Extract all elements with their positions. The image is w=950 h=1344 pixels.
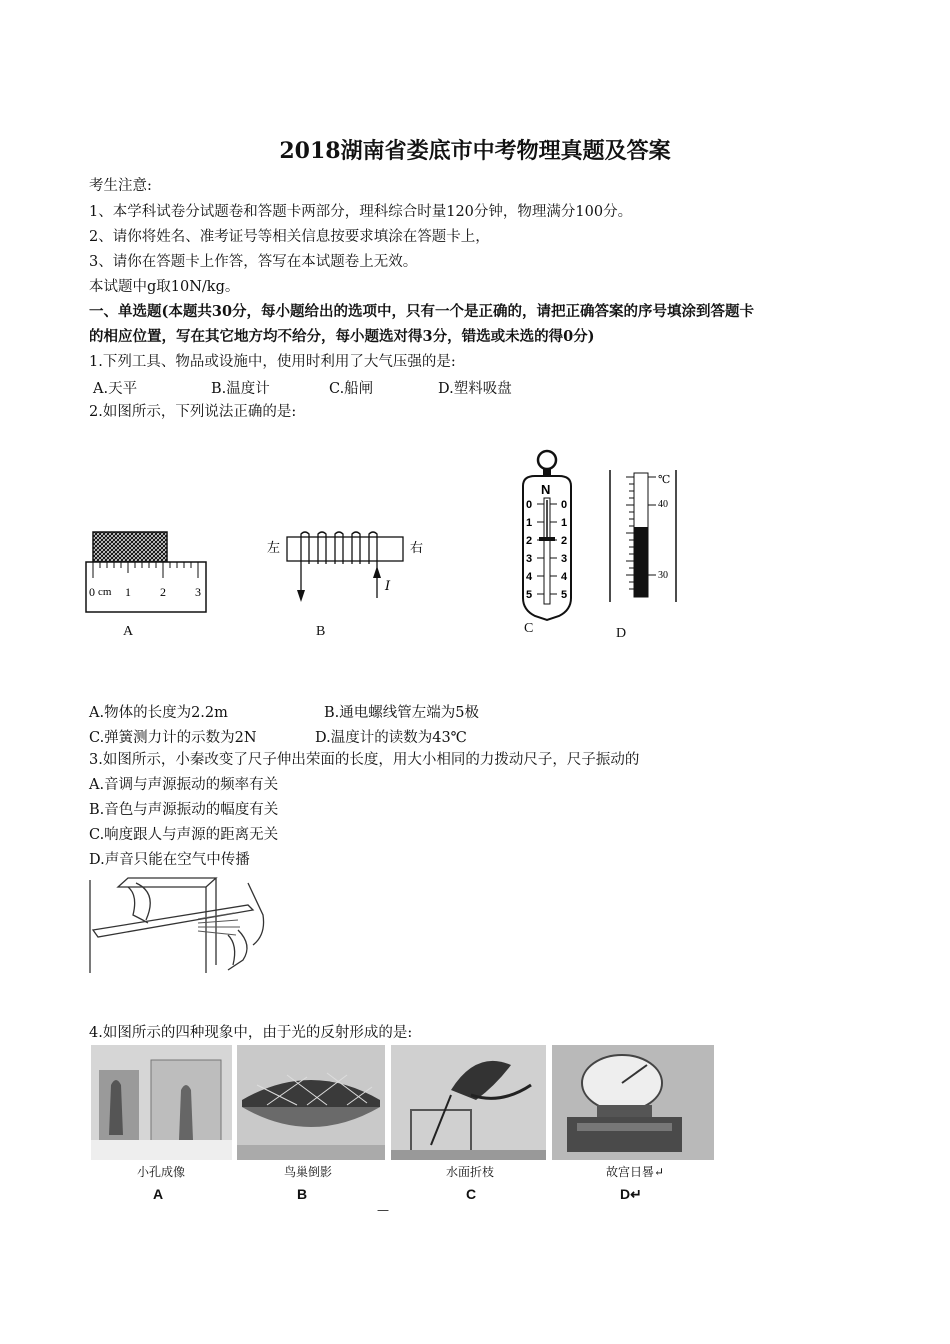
section-heading-line-2: 的相应位置，写在其它地方均不给分，每小题选对得3分，错选或未选的得0分)	[89, 328, 595, 345]
caption-b: 鸟巢倒影	[283, 1165, 332, 1179]
q3-option-a: A.音调与声源振动的频率有关	[89, 777, 279, 793]
photo-letter-a: A	[153, 1186, 164, 1202]
solenoid-figure	[265, 528, 435, 608]
caption-d: 故宫日晷↵	[605, 1165, 665, 1179]
photo-birds-nest-reflection	[237, 1045, 385, 1160]
spring-tick-left-2: 2	[526, 535, 533, 547]
spring-scale-unit: N	[541, 482, 551, 497]
g-note: 本试题中g取10N/kg。	[89, 279, 240, 295]
footer-mark: —	[377, 1203, 389, 1217]
notice-item-1: 1、本学科试卷分试题卷和答题卡两部分，理科综合时量120分钟，物理满分100分。	[89, 204, 633, 220]
spring-scale-figure	[515, 448, 580, 623]
measured-block	[93, 532, 167, 562]
q2-stem: 2.如图所示，下列说法正确的是:	[89, 404, 297, 420]
figure-label-d: D	[616, 626, 627, 641]
q1-stem: 1.下列工具、物品或设施中，使用时利用了大气压强的是:	[89, 354, 456, 370]
caption-c: 水面折枝	[445, 1165, 494, 1179]
photo-pinhole-imaging	[91, 1045, 232, 1160]
q1-option-b: B.温度计	[211, 381, 270, 397]
q2-option-c: C.弹簧测力计的示数为2N	[89, 730, 257, 746]
q4-stem: 4.如图所示的四种现象中，由于光的反射形成的是:	[89, 1025, 413, 1041]
notice-item-3: 3、请你在答题卡上作答，答写在本试题卷上无效。	[89, 254, 418, 270]
spring-tick-right-1: 1	[561, 517, 568, 529]
thermometer-tick-40: 40	[658, 499, 668, 510]
photo-letter-d: D↵	[620, 1186, 642, 1202]
thermometer-unit: ℃	[658, 473, 671, 486]
q3-option-d: D.声音只能在空气中传播	[89, 852, 250, 868]
ruler-tick-3: 3	[195, 585, 201, 599]
solenoid-right-label: 右	[410, 541, 424, 556]
spring-tick-left-5: 5	[526, 589, 533, 601]
spring-tick-right-3: 3	[561, 553, 568, 565]
ruler-tick-1: 1	[125, 585, 131, 599]
thermometer-tick-30: 30	[658, 570, 668, 581]
ruler-figure	[82, 528, 212, 613]
figure-label-c: C	[524, 621, 534, 636]
q3-option-c: C.响度跟人与声源的距离无关	[89, 827, 279, 843]
photo-bent-branch-in-water	[391, 1045, 546, 1160]
caption-a: 小孔成像	[136, 1165, 185, 1179]
q2-option-d: D.温度计的读数为43℃	[315, 730, 467, 746]
q1-option-a: A.天平	[93, 381, 138, 397]
spring-tick-right-0: 0	[561, 499, 568, 511]
figure-label-a: A	[123, 624, 134, 639]
spring-tick-right-2: 2	[561, 535, 568, 547]
q3-option-b: B.音色与声源振动的幅度有关	[89, 802, 279, 818]
spring-tick-right-5: 5	[561, 589, 568, 601]
photo-forbidden-city-sundial	[552, 1045, 714, 1160]
figure-label-b: B	[316, 624, 326, 639]
thermometer-figure	[600, 465, 685, 605]
photo-letter-b: B	[297, 1186, 308, 1202]
q2-option-b: B.通电螺线管左端为5极	[324, 705, 479, 721]
q1-option-d: D.塑料吸盘	[438, 381, 512, 397]
ruler-vibration-figure	[88, 875, 273, 975]
ruler-tick-0: 0	[89, 585, 95, 599]
q3-stem: 3.如图所示，小秦改变了尺子伸出荣面的长度，用大小相同的力拨动尺子，尺子振动的	[89, 752, 640, 768]
spring-tick-left-3: 3	[526, 553, 533, 565]
spring-tick-left-0: 0	[526, 499, 533, 511]
q2-option-a: A.物体的长度为2.2m	[89, 705, 228, 721]
spring-tick-right-4: 4	[561, 571, 568, 583]
current-label: I	[385, 579, 391, 594]
q1-option-c: C.船闸	[329, 381, 374, 397]
ruler-tick-2: 2	[160, 585, 166, 599]
section-heading-line-1: 一、单选题(本题共30分，每小题给出的选项中，只有一个是正确的，请把正确答案的序号填涂到答题卡	[89, 303, 755, 320]
photo-letter-c: C	[466, 1186, 477, 1202]
ruler-unit: cm	[98, 586, 112, 598]
spring-tick-left-4: 4	[526, 571, 533, 583]
spring-tick-left-1: 1	[526, 517, 533, 529]
solenoid-left-label: 左	[267, 541, 281, 556]
page-title: 2018湖南省娄底市中考物理真题及答案	[279, 138, 671, 164]
notice-item-2: 2、请你将姓名、准考证号等相关信息按要求填涂在答题卡上，	[89, 229, 490, 245]
notice-heading: 考生注意:	[89, 178, 152, 194]
